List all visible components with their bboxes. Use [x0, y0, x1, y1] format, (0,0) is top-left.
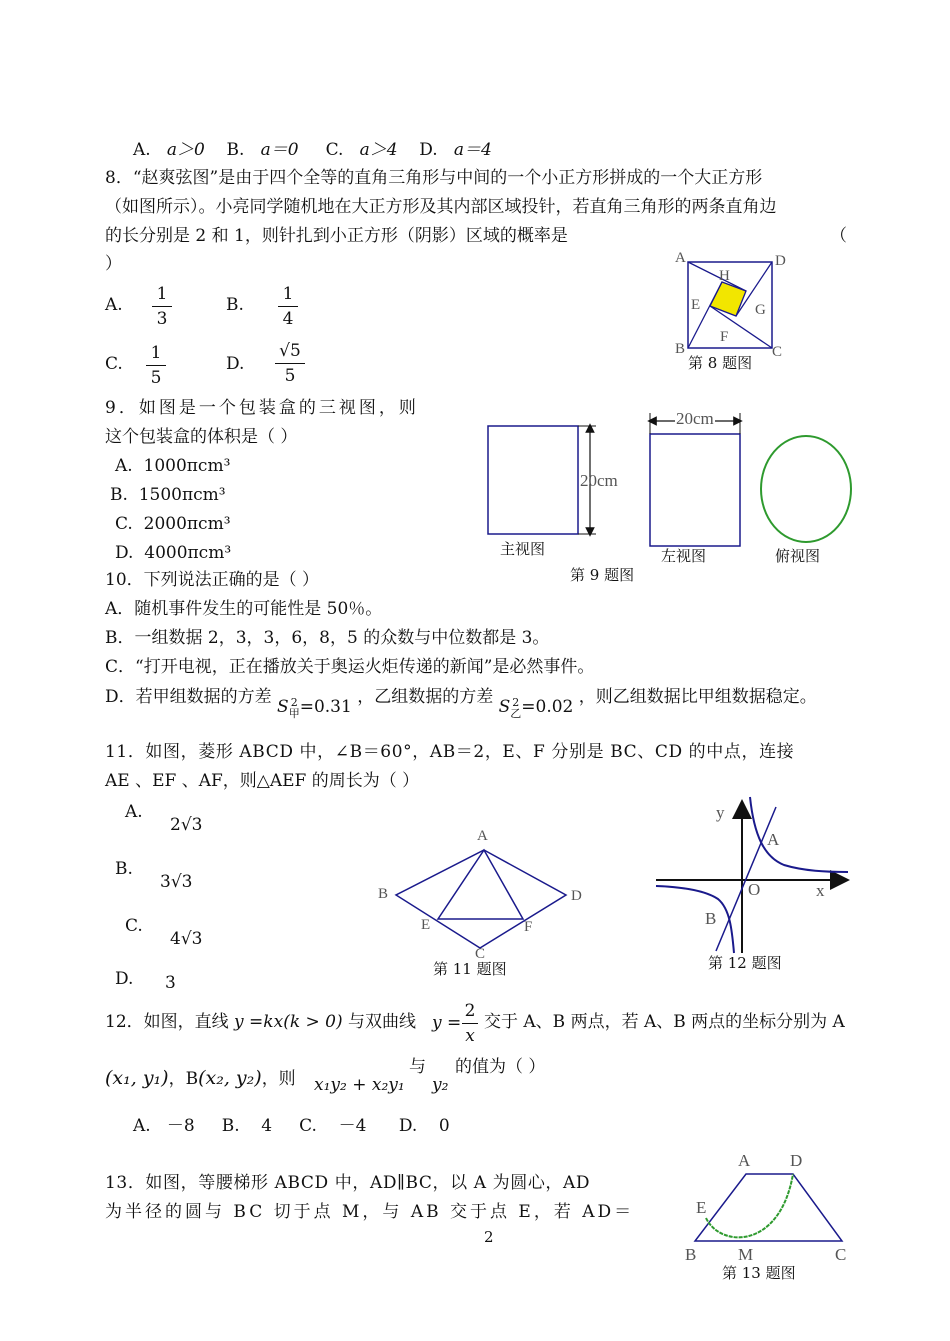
q9-option-d: D. 4000πcm³	[115, 543, 232, 563]
q12-value: 的值为（ ）	[455, 1057, 546, 1077]
triangle-aef	[438, 850, 523, 919]
q7-options: A. a＞0 B. a＝0 C. a＞4 D. a＝4	[133, 140, 492, 160]
three-view-diagram	[480, 410, 860, 550]
small-square-shaded	[710, 282, 746, 316]
q12-hyperbola-lhs: y =	[432, 1013, 462, 1033]
hyperbola-branch-2	[656, 886, 734, 953]
q9-left-view-label: 左视图	[661, 547, 707, 565]
q11-line1: 11．如图，菱形 ABCD 中，∠B＝60°，AB＝2，E、F 分别是 BC、CD 的中点，连接	[105, 742, 795, 762]
q8-point-e: E	[691, 297, 701, 313]
q8-point-c: C	[772, 344, 783, 360]
q12-origin-label: O	[748, 880, 761, 899]
q8-line2: （如图所示）。小亮同学随机地在大正方形及其内部区域投针，若直角三角形的两条直角边	[105, 197, 777, 217]
q11-line2: AE 、EF 、AF，则△AEF 的周长为（ ）	[105, 771, 420, 791]
q13-line1: 13．如图，等腰梯形 ABCD 中，AD∥BC，以 A 为圆心，AD	[105, 1173, 591, 1193]
q8-option-c-label: C.	[105, 354, 123, 374]
q13-point-m: M	[738, 1245, 754, 1264]
triangle-edge-ah	[688, 262, 746, 291]
q13-line2: 为半径的圆与 BC 切于点 M，与 AB 交于点 E，若 AD＝	[105, 1202, 635, 1222]
q8-option-d-fraction: √5 5	[275, 340, 305, 387]
page-number: 2	[484, 1228, 494, 1246]
q11-point-e: E	[421, 917, 431, 933]
q8-point-d: D	[775, 253, 786, 269]
q10-option-a: A．随机事件发生的可能性是 50％。	[105, 599, 383, 619]
q11-point-f: F	[524, 919, 533, 935]
q10-option-c: C．“打开电视，正在播放关于奥运火炬传递的新闻”是必然事件。	[105, 657, 595, 677]
q8-line1: 8．“赵爽弦图”是由于四个全等的直角三角形与中间的一个小正方形拼成的一个大正方形	[105, 168, 763, 188]
q9-width-label: 20cm	[676, 409, 714, 428]
q13-caption: 第 13 题图	[722, 1264, 796, 1282]
q8-caption: 第 8 题图	[688, 354, 753, 372]
q8-point-h: H	[719, 268, 730, 284]
q12-axis-y-label: y	[716, 803, 725, 822]
q11-option-c-label: C.	[125, 916, 143, 936]
q13-point-e: E	[696, 1198, 707, 1217]
trapezoid-diagram	[690, 1170, 850, 1245]
q11-option-a-label: A.	[125, 802, 143, 822]
q12-expression: x₁y₂ + x₂y₁	[314, 1075, 405, 1095]
q11-point-a: A	[477, 828, 488, 844]
q11-option-a-text: 2√3	[170, 815, 203, 835]
left-view-rect	[650, 434, 740, 546]
q10-option-b: B．一组数据 2，3，3，6，8，5 的众数与中位数都是 3。	[105, 628, 550, 648]
q11-point-c: C	[475, 946, 486, 962]
q11-option-c-text: 4√3	[170, 929, 203, 949]
q11-option-d-text: 3	[165, 973, 176, 993]
q10-stem: 10．下列说法正确的是（ ）	[105, 570, 320, 590]
q12-with: 与	[409, 1057, 426, 1077]
q9-option-b: B. 1500πcm³	[110, 485, 226, 505]
q12-caption: 第 12 题图	[708, 954, 782, 972]
q11-caption: 第 11 题图	[433, 960, 507, 978]
q9-top-view-label: 俯视图	[775, 547, 821, 565]
q8-point-f: F	[720, 329, 729, 345]
q11-point-d: D	[571, 888, 582, 904]
q12-stem: 12．如图，直线 y =kx(k > 0) 与双曲线	[105, 1012, 417, 1032]
q11-option-b-text: 3√3	[160, 872, 193, 892]
q8-option-a-label: A.	[105, 295, 123, 315]
q12-point-b: B	[705, 909, 717, 928]
q8-point-a: A	[675, 250, 686, 266]
q8-option-b-fraction: 1 4	[278, 283, 298, 330]
q9-caption: 第 9 题图	[570, 566, 635, 584]
q9-height-label: 20cm	[580, 471, 618, 490]
q13-point-d: D	[790, 1151, 803, 1170]
q8-point-b: B	[675, 341, 686, 357]
q9-option-a: A. 1000πcm³	[115, 456, 231, 476]
top-view-circle	[761, 436, 851, 542]
q8-option-c-fraction: 1 5	[146, 342, 166, 389]
triangle-edge-be	[688, 282, 722, 348]
q12-hyperbola-fraction: 2 x	[462, 1000, 478, 1047]
q11-point-b: B	[378, 886, 389, 902]
q8-paren-close: ）	[105, 254, 122, 274]
q13-point-b: B	[685, 1245, 697, 1264]
q12-coords: (x₁, y₁)，B(x₂, y₂)，则	[105, 1067, 296, 1089]
q8-point-g: G	[755, 302, 766, 318]
q11-option-d-label: D.	[115, 969, 134, 989]
q10-option-d: D．若甲组数据的方差 S 2 甲=0.31 ，乙组数据的方差 S 2 乙=0.02 ，则乙组数据比甲组数据稳定。	[105, 687, 817, 720]
q8-paren-open: （	[830, 226, 847, 246]
q13-point-c: C	[835, 1245, 847, 1264]
q13-point-a: A	[738, 1151, 751, 1170]
q9-line2: 这个包装盒的体积是（ ）	[105, 427, 298, 447]
q12-options: A. －8 B. 4 C. －4 D. 0	[133, 1116, 450, 1136]
q8-option-a-fraction: 1 3	[152, 283, 172, 330]
q9-option-c: C. 2000πcm³	[115, 514, 231, 534]
front-view-rect	[488, 426, 578, 534]
q8-option-b-label: B.	[226, 295, 244, 315]
q12-axis-x-label: x	[816, 881, 825, 900]
q12-stem-post: 交于 A、B 两点，若 A、B 两点的坐标分别为 A	[484, 1012, 845, 1032]
q12-point-a: A	[767, 830, 780, 849]
q8-line3: 的长分别是 2 和 1，则针扎到小正方形（阴影）区域的概率是	[105, 226, 568, 246]
rhombus-diagram	[390, 845, 570, 955]
q9-front-view-label: 主视图	[500, 540, 546, 558]
q8-option-d-label: D.	[226, 354, 245, 374]
q9-line1: 9．如图是一个包装盒的三视图，则	[105, 398, 419, 418]
q11-option-b-label: B.	[115, 859, 133, 879]
hyperbola-graph	[654, 795, 854, 955]
q12-y2: y₂	[432, 1075, 449, 1095]
arc-e-to-d	[706, 1174, 793, 1237]
